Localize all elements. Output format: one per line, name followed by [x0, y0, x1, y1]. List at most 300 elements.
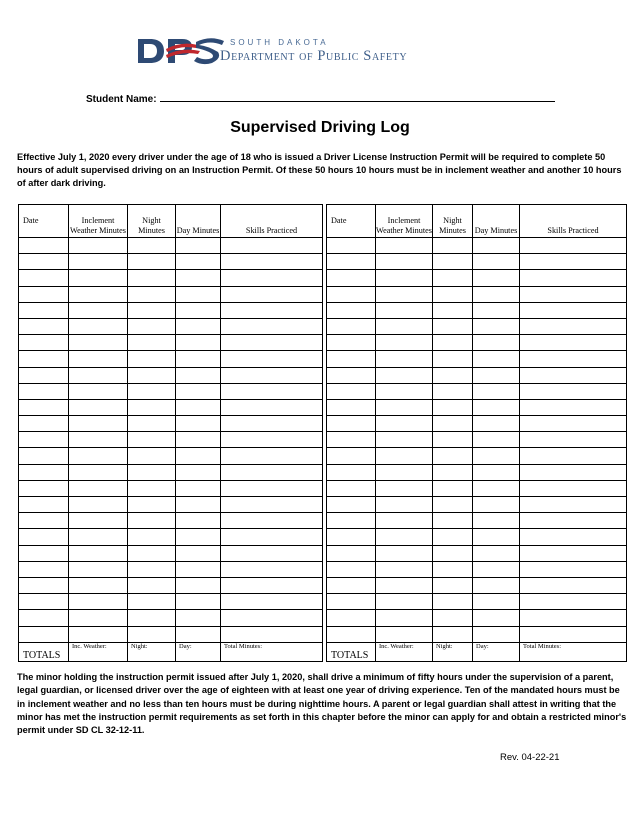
day-cell-2[interactable] — [473, 399, 520, 415]
night-cell-2[interactable] — [433, 610, 473, 626]
night-cell[interactable] — [128, 286, 176, 302]
skills-cell[interactable] — [221, 254, 323, 270]
date-cell-2[interactable] — [327, 545, 376, 561]
night-cell-2[interactable] — [433, 286, 473, 302]
skills-cell[interactable] — [221, 610, 323, 626]
date-cell[interactable] — [19, 561, 69, 577]
date-cell-2[interactable] — [327, 626, 376, 642]
night-cell-2[interactable] — [433, 335, 473, 351]
day-cell-2[interactable] — [473, 480, 520, 496]
date-cell-2[interactable] — [327, 448, 376, 464]
totals-label-2: TOTALS — [327, 642, 376, 661]
driving-log-table — [18, 204, 627, 662]
skills-cell-2[interactable] — [520, 399, 627, 415]
inclement-cell[interactable] — [69, 302, 128, 318]
skills-cell[interactable] — [221, 432, 323, 448]
inclement-cell-2[interactable] — [376, 448, 433, 464]
col-skills: Skills Practiced — [221, 205, 323, 238]
totals-inclement-2[interactable]: Inc. Weather: — [376, 642, 433, 661]
night-cell-2[interactable] — [433, 577, 473, 593]
night-cell-2[interactable] — [433, 561, 473, 577]
night-cell[interactable] — [128, 238, 176, 254]
skills-cell-2[interactable] — [520, 416, 627, 432]
table-row — [19, 545, 627, 561]
skills-cell[interactable] — [221, 464, 323, 480]
date-cell[interactable] — [19, 399, 69, 415]
night-cell-2[interactable] — [433, 254, 473, 270]
date-cell[interactable] — [19, 270, 69, 286]
day-cell[interactable] — [176, 626, 221, 642]
skills-cell[interactable] — [221, 626, 323, 642]
totals-minutes[interactable]: Total Minutes: — [221, 642, 323, 661]
totals-day-2[interactable]: Day: — [473, 642, 520, 661]
day-cell[interactable] — [176, 529, 221, 545]
skills-cell-2[interactable] — [520, 577, 627, 593]
date-cell-2[interactable] — [327, 318, 376, 334]
table-row — [19, 480, 627, 496]
night-cell-2[interactable] — [433, 318, 473, 334]
day-cell-2[interactable] — [473, 594, 520, 610]
night-cell[interactable] — [128, 626, 176, 642]
day-cell[interactable] — [176, 367, 221, 383]
skills-cell-2[interactable] — [520, 464, 627, 480]
inclement-cell[interactable] — [69, 577, 128, 593]
skills-cell[interactable] — [221, 351, 323, 367]
table-header-row — [19, 205, 627, 238]
agency-header — [136, 36, 456, 66]
day-cell[interactable] — [176, 270, 221, 286]
date-cell[interactable] — [19, 254, 69, 270]
day-cell-2[interactable] — [473, 383, 520, 399]
skills-cell[interactable] — [221, 594, 323, 610]
col-day: Day Minutes — [176, 205, 221, 238]
col-inclement: Inclement Weather Minutes — [69, 205, 128, 238]
skills-cell-2[interactable] — [520, 448, 627, 464]
date-cell-2[interactable] — [327, 270, 376, 286]
skills-cell[interactable] — [221, 416, 323, 432]
night-cell-2[interactable] — [433, 238, 473, 254]
date-cell-2[interactable] — [327, 383, 376, 399]
inclement-cell-2[interactable] — [376, 545, 433, 561]
night-cell[interactable] — [128, 416, 176, 432]
inclement-cell-2[interactable] — [376, 577, 433, 593]
inclement-cell-2[interactable] — [376, 464, 433, 480]
date-cell[interactable] — [19, 529, 69, 545]
date-cell-2[interactable] — [327, 254, 376, 270]
table-row — [19, 399, 627, 415]
inclement-cell-2[interactable] — [376, 561, 433, 577]
day-cell[interactable] — [176, 480, 221, 496]
student-name-row — [86, 91, 555, 105]
skills-cell-2[interactable] — [520, 238, 627, 254]
day-cell-2[interactable] — [473, 464, 520, 480]
inclement-cell-2[interactable] — [376, 335, 433, 351]
night-cell-2[interactable] — [433, 383, 473, 399]
night-cell-2[interactable] — [433, 351, 473, 367]
skills-cell-2[interactable] — [520, 594, 627, 610]
inclement-cell[interactable] — [69, 367, 128, 383]
day-cell-2[interactable] — [473, 367, 520, 383]
inclement-cell-2[interactable] — [376, 318, 433, 334]
day-cell-2[interactable] — [473, 432, 520, 448]
totals-day[interactable]: Day: — [176, 642, 221, 661]
day-cell[interactable] — [176, 610, 221, 626]
skills-cell-2[interactable] — [520, 286, 627, 302]
day-cell-2[interactable] — [473, 513, 520, 529]
night-cell-2[interactable] — [433, 594, 473, 610]
totals-minutes-2[interactable]: Total Minutes: — [520, 642, 627, 661]
date-cell[interactable] — [19, 432, 69, 448]
night-cell[interactable] — [128, 302, 176, 318]
col-night-2: Night Minutes — [433, 205, 473, 238]
night-cell-2[interactable] — [433, 448, 473, 464]
day-cell-2[interactable] — [473, 416, 520, 432]
date-cell[interactable] — [19, 335, 69, 351]
date-cell-2[interactable] — [327, 513, 376, 529]
inclement-cell[interactable] — [69, 399, 128, 415]
table-row — [19, 577, 627, 593]
skills-cell-2[interactable] — [520, 367, 627, 383]
date-cell[interactable] — [19, 545, 69, 561]
day-cell[interactable] — [176, 335, 221, 351]
table-row — [19, 238, 627, 254]
day-cell[interactable] — [176, 561, 221, 577]
inclement-cell[interactable] — [69, 318, 128, 334]
table-row — [19, 351, 627, 367]
night-cell[interactable] — [128, 594, 176, 610]
day-cell-2[interactable] — [473, 610, 520, 626]
day-cell-2[interactable] — [473, 335, 520, 351]
night-cell-2[interactable] — [433, 432, 473, 448]
statute-paragraph: The minor holding the instruction permit issued after July 1, 2020, shall drive a minimum of fifty hours under the supervision of a parent, legal guardian, or licensed driver over the age of eighteen with at least one year of driving experience. Ten of the mandated hours must be in inclement weather and no less than ten hours must be during nighttime hours. A parent or legal guardian shall attest in writing that the minor has met the instruction permit requirements as set forth in this chapter before the minor can apply for and obtain a restricted minor's permit under SD CL 32-12-11. — [17, 672, 627, 736]
inclement-cell-2[interactable] — [376, 254, 433, 270]
day-cell-2[interactable] — [473, 302, 520, 318]
inclement-cell-2[interactable] — [376, 367, 433, 383]
date-cell[interactable] — [19, 480, 69, 496]
night-cell-2[interactable] — [433, 464, 473, 480]
dps-logo — [136, 36, 228, 66]
day-cell-2[interactable] — [473, 529, 520, 545]
totals-night-2[interactable]: Night: — [433, 642, 473, 661]
col-date: Date — [19, 205, 69, 238]
table-row — [19, 416, 627, 432]
table-row — [19, 610, 627, 626]
date-cell-2[interactable] — [327, 367, 376, 383]
student-name-line[interactable] — [160, 91, 555, 102]
skills-cell[interactable] — [221, 448, 323, 464]
day-cell[interactable] — [176, 351, 221, 367]
day-cell[interactable] — [176, 302, 221, 318]
night-cell[interactable] — [128, 335, 176, 351]
day-cell[interactable] — [176, 416, 221, 432]
inclement-cell[interactable] — [69, 286, 128, 302]
date-cell-2[interactable] — [327, 335, 376, 351]
table-row — [19, 286, 627, 302]
skills-cell[interactable] — [221, 399, 323, 415]
night-cell-2[interactable] — [433, 270, 473, 286]
day-cell-2[interactable] — [473, 577, 520, 593]
agency-state: SOUTH DAKOTA — [230, 38, 329, 47]
inclement-cell[interactable] — [69, 464, 128, 480]
day-cell[interactable] — [176, 432, 221, 448]
skills-cell[interactable] — [221, 286, 323, 302]
night-cell[interactable] — [128, 480, 176, 496]
skills-cell-2[interactable] — [520, 351, 627, 367]
night-cell-2[interactable] — [433, 367, 473, 383]
day-cell-2[interactable] — [473, 286, 520, 302]
date-cell[interactable] — [19, 610, 69, 626]
skills-cell[interactable] — [221, 270, 323, 286]
date-cell[interactable] — [19, 577, 69, 593]
table-row — [19, 529, 627, 545]
inclement-cell[interactable] — [69, 545, 128, 561]
skills-cell-2[interactable] — [520, 270, 627, 286]
table-row — [19, 464, 627, 480]
inclement-cell-2[interactable] — [376, 302, 433, 318]
col-night: Night Minutes — [128, 205, 176, 238]
inclement-cell[interactable] — [69, 497, 128, 513]
night-cell[interactable] — [128, 367, 176, 383]
day-cell[interactable] — [176, 238, 221, 254]
day-cell-2[interactable] — [473, 254, 520, 270]
inclement-cell[interactable] — [69, 335, 128, 351]
date-cell[interactable] — [19, 351, 69, 367]
night-cell-2[interactable] — [433, 545, 473, 561]
day-cell[interactable] — [176, 448, 221, 464]
date-cell[interactable] — [19, 318, 69, 334]
inclement-cell[interactable] — [69, 626, 128, 642]
table-row — [19, 270, 627, 286]
date-cell-2[interactable] — [327, 561, 376, 577]
skills-cell[interactable] — [221, 561, 323, 577]
day-cell-2[interactable] — [473, 497, 520, 513]
inclement-cell[interactable] — [69, 594, 128, 610]
totals-inclement[interactable]: Inc. Weather: — [69, 642, 128, 661]
inclement-cell[interactable] — [69, 351, 128, 367]
table-row — [19, 513, 627, 529]
skills-cell[interactable] — [221, 318, 323, 334]
inclement-cell-2[interactable] — [376, 529, 433, 545]
night-cell[interactable] — [128, 351, 176, 367]
date-cell-2[interactable] — [327, 351, 376, 367]
date-cell[interactable] — [19, 238, 69, 254]
page-title: Supervised Driving Log — [230, 119, 410, 136]
col-inclement-2: Inclement Weather Minutes — [376, 205, 433, 238]
skills-cell[interactable] — [221, 497, 323, 513]
day-cell[interactable] — [176, 399, 221, 415]
inclement-cell[interactable] — [69, 270, 128, 286]
inclement-cell-2[interactable] — [376, 351, 433, 367]
day-cell-2[interactable] — [473, 545, 520, 561]
student-name-label: Student Name: — [86, 94, 157, 105]
date-cell-2[interactable] — [327, 399, 376, 415]
date-cell[interactable] — [19, 448, 69, 464]
inclement-cell[interactable] — [69, 238, 128, 254]
night-cell-2[interactable] — [433, 416, 473, 432]
date-cell[interactable] — [19, 626, 69, 642]
inclement-cell-2[interactable] — [376, 594, 433, 610]
skills-cell-2[interactable] — [520, 432, 627, 448]
skills-cell[interactable] — [221, 238, 323, 254]
skills-cell[interactable] — [221, 529, 323, 545]
day-cell[interactable] — [176, 594, 221, 610]
day-cell[interactable] — [176, 464, 221, 480]
date-cell-2[interactable] — [327, 432, 376, 448]
date-cell-2[interactable] — [327, 286, 376, 302]
totals-night[interactable]: Night: — [128, 642, 176, 661]
inclement-cell[interactable] — [69, 480, 128, 496]
date-cell[interactable] — [19, 464, 69, 480]
day-cell[interactable] — [176, 383, 221, 399]
table-row — [19, 335, 627, 351]
date-cell[interactable] — [19, 383, 69, 399]
inclement-cell[interactable] — [69, 254, 128, 270]
inclement-cell-2[interactable] — [376, 238, 433, 254]
col-skills-2: Skills Practiced — [520, 205, 627, 238]
date-cell-2[interactable] — [327, 594, 376, 610]
night-cell-2[interactable] — [433, 513, 473, 529]
night-cell[interactable] — [128, 399, 176, 415]
day-cell-2[interactable] — [473, 238, 520, 254]
skills-cell-2[interactable] — [520, 626, 627, 642]
day-cell[interactable] — [176, 545, 221, 561]
night-cell[interactable] — [128, 497, 176, 513]
skills-cell[interactable] — [221, 545, 323, 561]
inclement-cell-2[interactable] — [376, 513, 433, 529]
night-cell[interactable] — [128, 513, 176, 529]
inclement-cell[interactable] — [69, 448, 128, 464]
inclement-cell[interactable] — [69, 610, 128, 626]
date-cell[interactable] — [19, 513, 69, 529]
date-cell-2[interactable] — [327, 464, 376, 480]
skills-cell[interactable] — [221, 383, 323, 399]
night-cell[interactable] — [128, 270, 176, 286]
totals-row — [19, 642, 627, 661]
date-cell[interactable] — [19, 302, 69, 318]
date-cell-2[interactable] — [327, 416, 376, 432]
day-cell-2[interactable] — [473, 318, 520, 334]
day-cell[interactable] — [176, 318, 221, 334]
night-cell-2[interactable] — [433, 529, 473, 545]
night-cell[interactable] — [128, 464, 176, 480]
skills-cell-2[interactable] — [520, 529, 627, 545]
night-cell-2[interactable] — [433, 302, 473, 318]
date-cell[interactable] — [19, 286, 69, 302]
night-cell[interactable] — [128, 318, 176, 334]
date-cell-2[interactable] — [327, 238, 376, 254]
skills-cell-2[interactable] — [520, 561, 627, 577]
inclement-cell[interactable] — [69, 416, 128, 432]
night-cell-2[interactable] — [433, 399, 473, 415]
inclement-cell[interactable] — [69, 432, 128, 448]
inclement-cell-2[interactable] — [376, 270, 433, 286]
skills-cell-2[interactable] — [520, 318, 627, 334]
day-cell[interactable] — [176, 513, 221, 529]
skills-cell[interactable] — [221, 513, 323, 529]
table-row — [19, 367, 627, 383]
day-cell[interactable] — [176, 497, 221, 513]
date-cell[interactable] — [19, 497, 69, 513]
date-cell[interactable] — [19, 416, 69, 432]
skills-cell-2[interactable] — [520, 480, 627, 496]
date-cell-2[interactable] — [327, 302, 376, 318]
skills-cell[interactable] — [221, 302, 323, 318]
inclement-cell-2[interactable] — [376, 399, 433, 415]
skills-cell-2[interactable] — [520, 335, 627, 351]
table-row — [19, 432, 627, 448]
day-cell-2[interactable] — [473, 351, 520, 367]
totals-label: TOTALS — [19, 642, 69, 661]
inclement-cell[interactable] — [69, 383, 128, 399]
revision-label: Rev. 04-22-21 — [500, 752, 560, 763]
inclement-cell-2[interactable] — [376, 432, 433, 448]
skills-cell[interactable] — [221, 335, 323, 351]
agency-department: Department of Public Safety — [220, 48, 408, 64]
inclement-cell[interactable] — [69, 529, 128, 545]
night-cell[interactable] — [128, 448, 176, 464]
night-cell[interactable] — [128, 432, 176, 448]
col-day-2: Day Minutes — [473, 205, 520, 238]
skills-cell[interactable] — [221, 480, 323, 496]
night-cell[interactable] — [128, 383, 176, 399]
date-cell-2[interactable] — [327, 480, 376, 496]
date-cell-2[interactable] — [327, 497, 376, 513]
skills-cell-2[interactable] — [520, 497, 627, 513]
date-cell-2[interactable] — [327, 610, 376, 626]
table-row — [19, 448, 627, 464]
date-cell[interactable] — [19, 594, 69, 610]
night-cell[interactable] — [128, 610, 176, 626]
skills-cell[interactable] — [221, 367, 323, 383]
skills-cell-2[interactable] — [520, 545, 627, 561]
skills-cell[interactable] — [221, 577, 323, 593]
inclement-cell-2[interactable] — [376, 480, 433, 496]
night-cell-2[interactable] — [433, 497, 473, 513]
inclement-cell-2[interactable] — [376, 497, 433, 513]
night-cell[interactable] — [128, 577, 176, 593]
skills-cell-2[interactable] — [520, 254, 627, 270]
date-cell-2[interactable] — [327, 577, 376, 593]
day-cell-2[interactable] — [473, 561, 520, 577]
date-cell-2[interactable] — [327, 529, 376, 545]
skills-cell-2[interactable] — [520, 302, 627, 318]
inclement-cell[interactable] — [69, 561, 128, 577]
night-cell-2[interactable] — [433, 480, 473, 496]
night-cell[interactable] — [128, 254, 176, 270]
inclement-cell[interactable] — [69, 513, 128, 529]
inclement-cell-2[interactable] — [376, 286, 433, 302]
night-cell-2[interactable] — [433, 626, 473, 642]
day-cell[interactable] — [176, 577, 221, 593]
night-cell[interactable] — [128, 529, 176, 545]
skills-cell-2[interactable] — [520, 383, 627, 399]
night-cell[interactable] — [128, 561, 176, 577]
table-row — [19, 383, 627, 399]
day-cell-2[interactable] — [473, 626, 520, 642]
day-cell-2[interactable] — [473, 270, 520, 286]
date-cell[interactable] — [19, 367, 69, 383]
skills-cell-2[interactable] — [520, 610, 627, 626]
skills-cell-2[interactable] — [520, 513, 627, 529]
day-cell[interactable] — [176, 254, 221, 270]
day-cell-2[interactable] — [473, 448, 520, 464]
night-cell[interactable] — [128, 545, 176, 561]
inclement-cell-2[interactable] — [376, 626, 433, 642]
inclement-cell-2[interactable] — [376, 416, 433, 432]
inclement-cell-2[interactable] — [376, 383, 433, 399]
day-cell[interactable] — [176, 286, 221, 302]
inclement-cell-2[interactable] — [376, 610, 433, 626]
